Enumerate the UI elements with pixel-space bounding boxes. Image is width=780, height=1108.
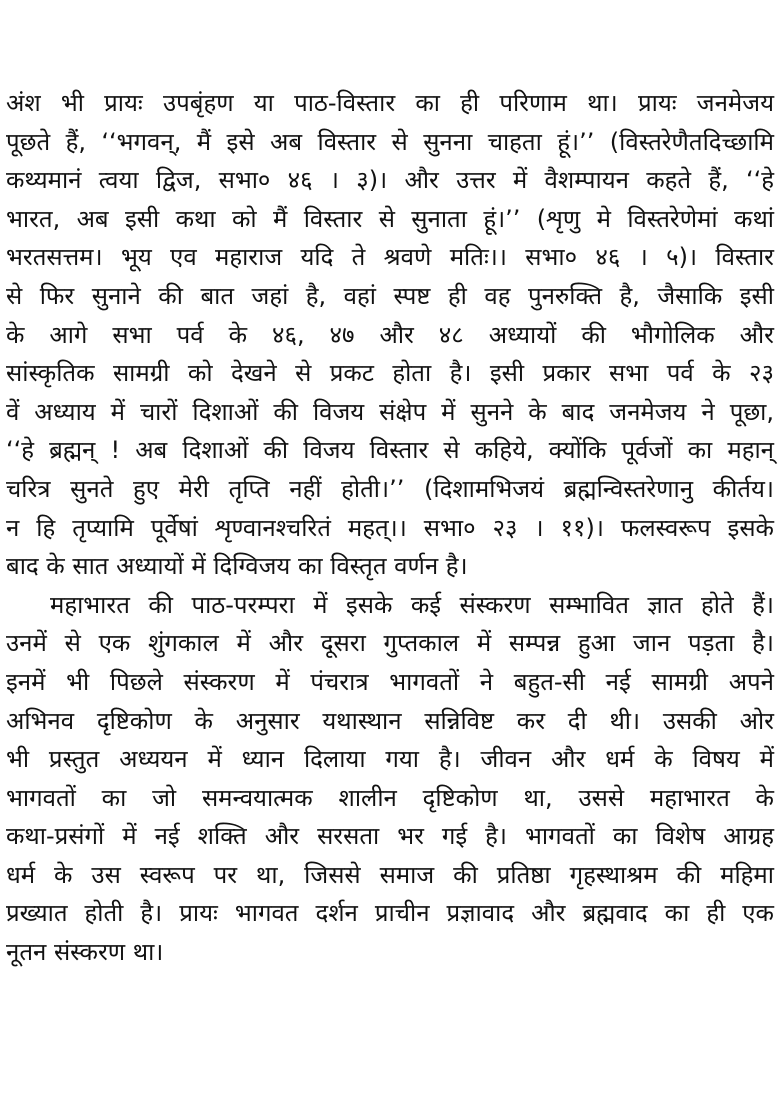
text-line: भरतसत्तम। भूय एव महाराज यदि ते श्रवणे मतिः।। सभा० ४६ । ५)। विस्तार xyxy=(6,243,774,272)
text-line: से फिर सुनाने की बात जहां है, वहां स्पष्ट ही वह पुनरुक्ति है, जैसाकि इसी xyxy=(6,281,774,310)
text-line: कथ्यमानं त्वया द्विज, सभा० ४६ । ३)। और उत्तर में वैशम्पायन कहते हैं, ‘‘हे xyxy=(6,166,774,195)
text-line: इनमें भी पिछले संस्करण में पंचरात्र भागवतों ने बहुत-सी नई सामग्री अपने xyxy=(6,667,774,696)
text-line: कथा-प्रसंगों में नई शक्ति और सरसता भर गई है। भागवतों का विशेष आग्रह xyxy=(6,822,774,851)
document-page xyxy=(6,84,774,972)
text-line: ‘‘हे ब्रह्मन् ! अब दिशाओं की विजय विस्तार से कहिये, क्योंकि पूर्वजों का महान् xyxy=(6,436,774,465)
text-line: वें अध्याय में चारों दिशाओं की विजय संक्षेप में सुनने के बाद जनमेजय ने पूछा, xyxy=(6,397,774,426)
text-line: नूतन संस्करण था। xyxy=(6,938,164,967)
paragraph xyxy=(6,84,774,586)
text-line: चरित्र सुनते हुए मेरी तृप्ति नहीं होती।’’ (दिशामभिजयं ब्रह्मन्विस्तरेणानु कीर्तय। xyxy=(6,474,774,503)
text-line: अंश भी प्रायः उपबृंहण या पाठ-विस्तार का ही परिणाम था। प्रायः जनमेजय xyxy=(6,89,774,117)
text-line: भारत, अब इसी कथा को मैं विस्तार से सुनाता हूं।’’ (शृणु मे विस्तरेणेमां कथां xyxy=(6,204,774,233)
text-line: भागवतों का जो समन्वयात्मक शालीन दृष्टिकोण था, उससे महाभारत के xyxy=(6,783,774,812)
text-line: उनमें से एक शुंगकाल में और दूसरा गुप्तकाल में सम्पन्न हुआ जान पड़ता है। xyxy=(6,629,774,658)
text-line: बाद के सात अध्यायों में दिग्विजय का विस्तृत वर्णन है। xyxy=(6,552,468,581)
text-line: पूछते हैं, ‘‘भगवन्, मैं इसे अब विस्तार से सुनना चाहता हूं।’’ (विस्तरेणैतदिच्छामि xyxy=(6,127,774,156)
text-line: प्रख्यात होती है। प्रायः भागवत दर्शन प्राचीन प्रज्ञावाद और ब्रह्मवाद का ही एक xyxy=(6,899,774,928)
text-line: भी प्रस्तुत अध्ययन में ध्यान दिलाया गया है। जीवन और धर्म के विषय में xyxy=(6,745,774,774)
text-line: न हि तृप्यामि पूर्वेषां शृण्वानश्चरितं महत्।। सभा० २३ । ११)। फलस्वरूप इसके xyxy=(6,513,774,542)
text-line: अभिनव दृष्टिकोण के अनुसार यथास्थान सन्निविष्ट कर दी थी। उसकी ओर xyxy=(6,706,774,735)
paragraph xyxy=(6,586,774,972)
text-line: सांस्कृतिक सामग्री को देखने से प्रकट होता है। इसी प्रकार सभा पर्व के २३ xyxy=(6,359,774,388)
text-line: धर्म के उस स्वरूप पर था, जिससे समाज की प्रतिष्ठा गृहस्थाश्रम की महिमा xyxy=(6,860,774,889)
text-line: के आगे सभा पर्व के ४६, ४७ और ४८ अध्यायों की भौगोलिक और xyxy=(6,320,774,349)
text-line: महाभारत की पाठ-परम्परा में इसके कई संस्करण सम्भावित ज्ञात होते हैं। xyxy=(50,590,774,619)
